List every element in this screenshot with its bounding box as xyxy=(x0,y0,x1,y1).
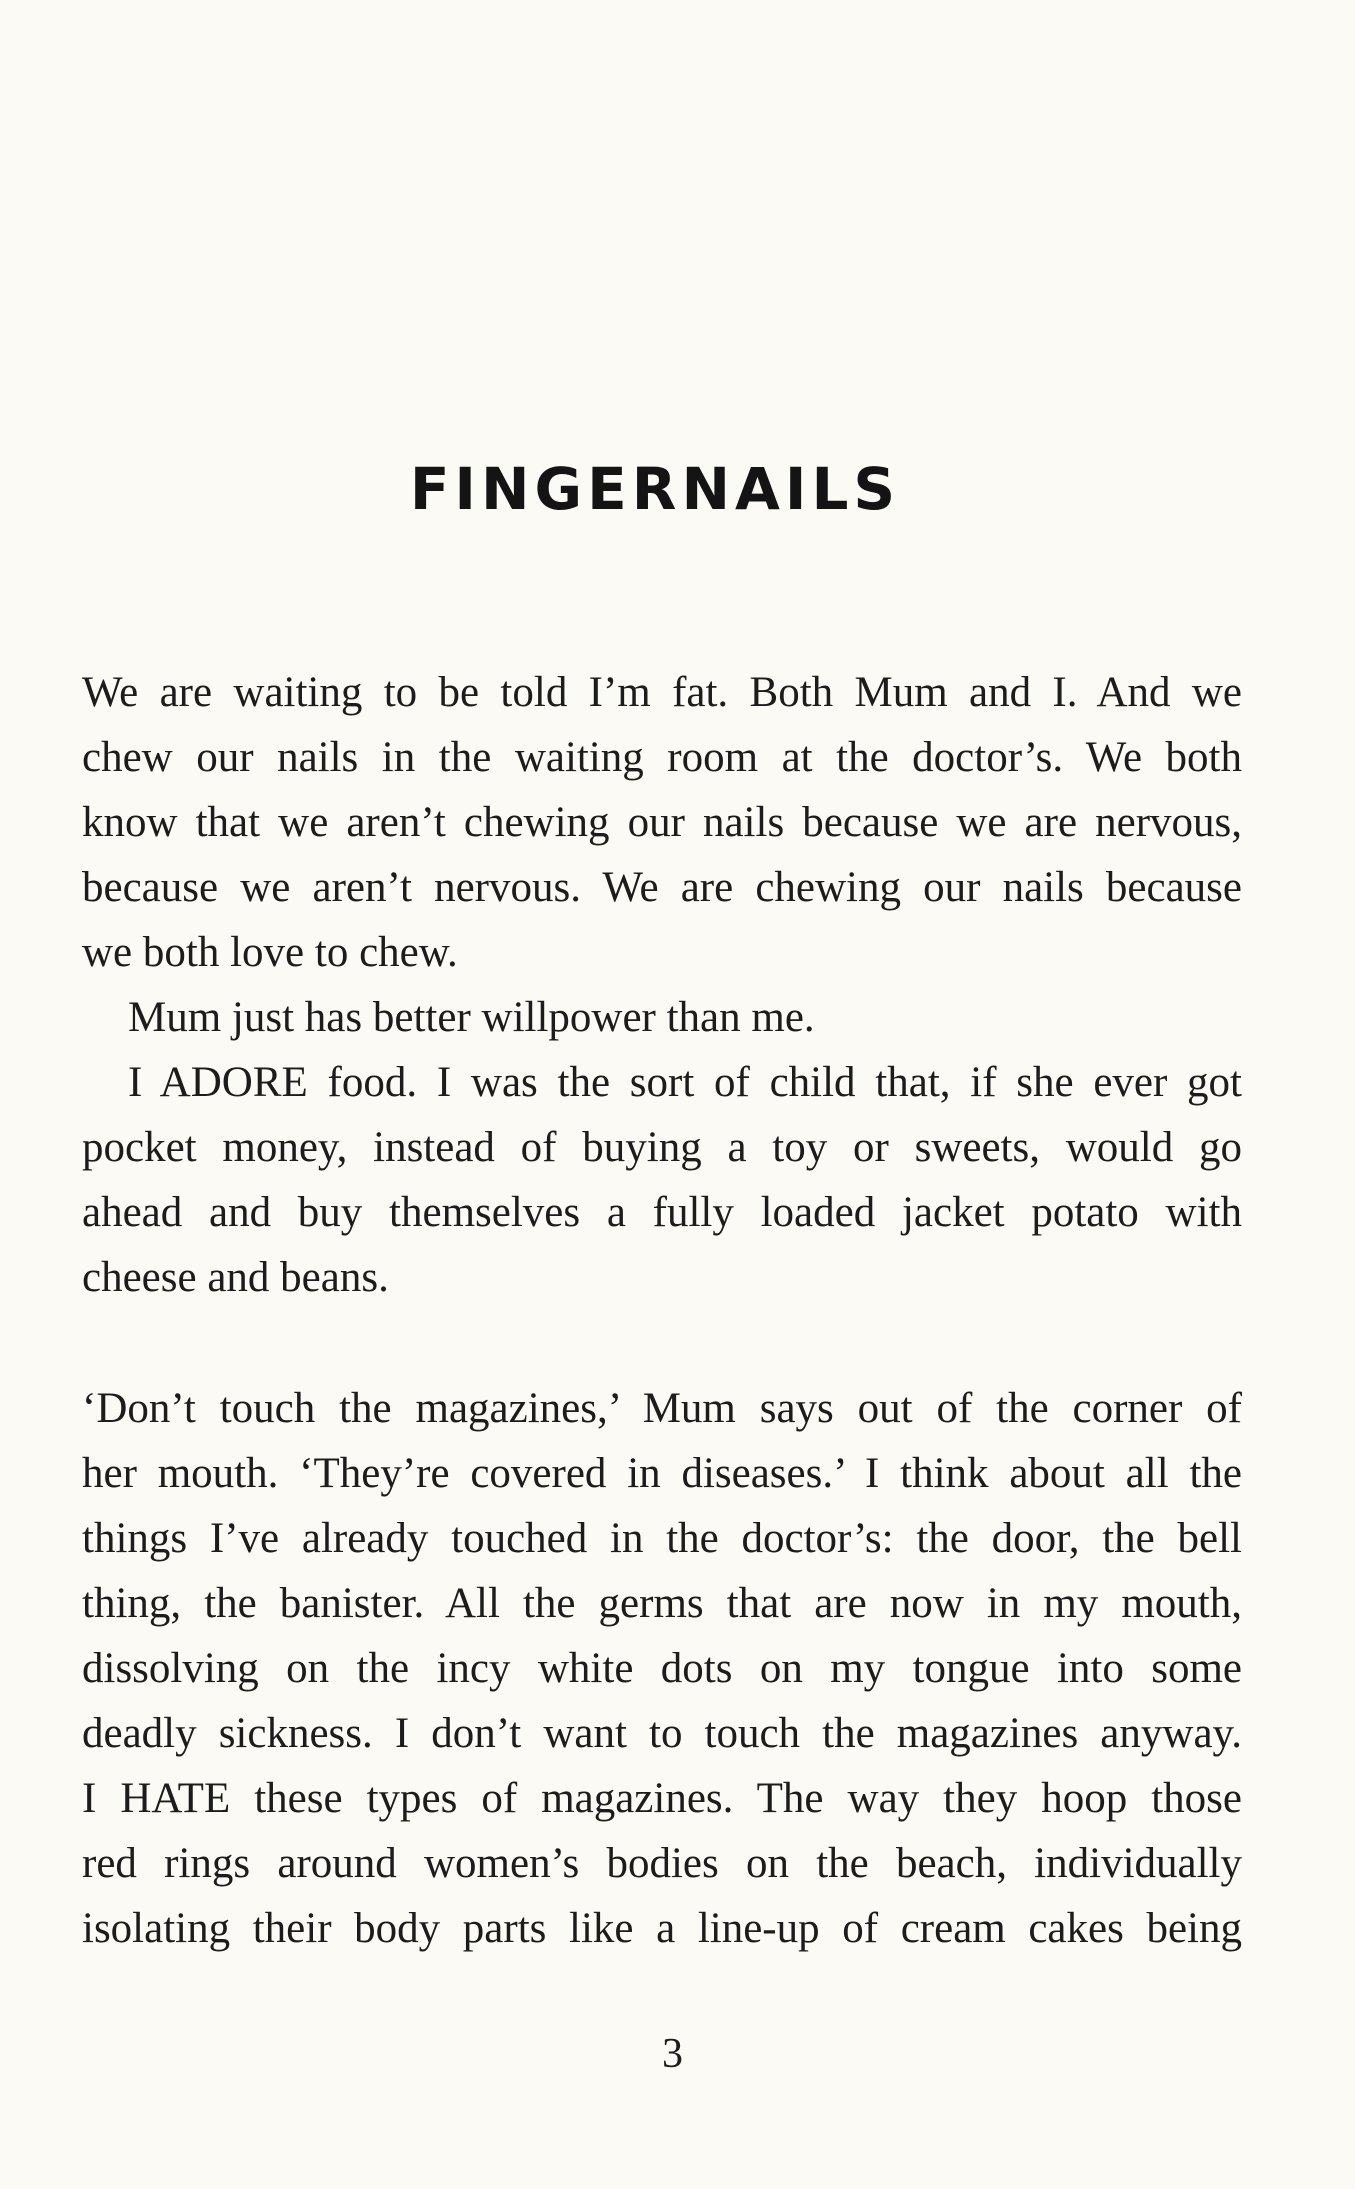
text-line: pocket money, instead of buying a toy or sweets, would go xyxy=(82,1124,1242,1171)
text-line: thing, the banister. All the germs that are now in my mouth, xyxy=(82,1580,1242,1627)
text-line: ahead and buy themselves a fully loaded jacket potato with xyxy=(82,1189,1242,1236)
text-line: things I’ve already touched in the doctor’s: the door, the bell xyxy=(82,1515,1242,1562)
paragraph-block-2 xyxy=(82,1376,1242,1961)
text-line: know that we aren’t chewing our nails because we are nervous, xyxy=(82,799,1242,846)
text-line: we both love to chew. xyxy=(82,929,458,976)
text-line: I ADORE food. I was the sort of child that, if she ever got xyxy=(128,1059,1242,1106)
text-line: her mouth. ‘They’re covered in diseases.’ I think about all the xyxy=(82,1450,1242,1497)
text-line: red rings around women’s bodies on the beach, individually xyxy=(82,1840,1242,1887)
text-line: We are waiting to be told I’m fat. Both Mum and I. And we xyxy=(82,669,1242,716)
text-line: dissolving on the incy white dots on my tongue into some xyxy=(82,1645,1242,1692)
text-line: Mum just has better willpower than me. xyxy=(128,994,815,1041)
text-line: isolating their body parts like a line-up of cream cakes being xyxy=(82,1905,1242,1952)
text-line: ‘Don’t touch the magazines,’ Mum says out of the corner of xyxy=(82,1385,1242,1432)
paragraph-block-1 xyxy=(82,660,1242,1310)
text-line: chew our nails in the waiting room at the doctor’s. We both xyxy=(82,734,1242,781)
text-line: deadly sickness. I don’t want to touch the magazines anyway. xyxy=(82,1710,1242,1757)
text-line: I HATE these types of magazines. The way they hoop those xyxy=(82,1775,1242,1822)
text-line: because we aren’t nervous. We are chewing our nails because xyxy=(82,864,1242,911)
page-number: 3 xyxy=(662,2031,683,2077)
text-line: cheese and beans. xyxy=(82,1254,389,1301)
chapter-title: FINGERNAILS xyxy=(409,455,901,523)
